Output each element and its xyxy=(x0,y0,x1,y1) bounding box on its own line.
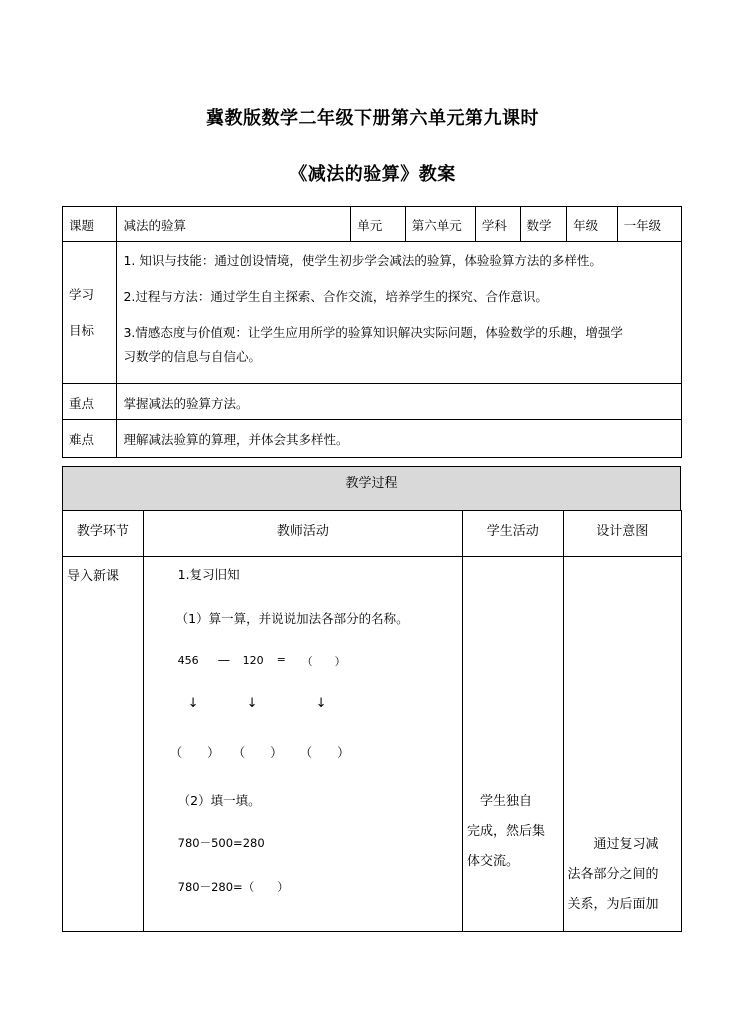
process-table xyxy=(62,510,682,932)
subject-label: 课题 xyxy=(63,207,117,242)
goals-label-line2: 目标 xyxy=(69,322,95,338)
grade-label: 年级 xyxy=(567,207,618,242)
discipline-label: 学科 xyxy=(475,207,520,242)
col-design-header: 设计意图 xyxy=(563,511,681,557)
blank-minuend: （ ） xyxy=(169,745,220,760)
design-intent-line3: 关系，为后面加 xyxy=(567,897,659,912)
eq-minus: — xyxy=(217,652,231,667)
student-activity-cell xyxy=(463,557,564,932)
document-subtitle: 《减法的验算》教案 xyxy=(289,164,456,185)
document-title: 冀教版数学二年级下册第六单元第九课时 xyxy=(206,108,539,129)
goals-label-line1: 学习 xyxy=(69,286,95,302)
key-point-label: 重点 xyxy=(63,384,117,420)
stage-intro: 导入新课 xyxy=(63,557,144,932)
col-teacher-header: 教师活动 xyxy=(143,511,462,557)
eq-equals: = xyxy=(276,653,286,666)
blank-difference: （ ） xyxy=(299,745,350,760)
arrow-down-icon: ↓ xyxy=(315,696,327,711)
goal-attitude-line1: 3.情感态度与价值观：让学生应用所学的验算知识解决实际问题，体验数学的乐趣，增强学 xyxy=(123,325,623,340)
eq-operand-120: 120 xyxy=(242,654,264,667)
grade-value: 一年级 xyxy=(617,207,681,242)
blank-subtrahend: （ ） xyxy=(232,745,283,760)
goal-process: 2.过程与方法：通过学生自主探索、合作交流，培养学生的探究、合作意识。 xyxy=(123,289,548,304)
teacher-activity-cell xyxy=(143,557,462,932)
review-heading: 1.复习旧知 xyxy=(177,567,240,582)
subject-value: 减法的验算 xyxy=(117,207,351,242)
goal-attitude-line2: 习数学的信息与自信心。 xyxy=(123,349,261,364)
equation-2: 780－500=280 xyxy=(177,836,265,850)
goal-knowledge: 1. 知识与技能：通过创设情境，使学生初步学会减法的验算，体验验算方法的多样性。 xyxy=(123,253,602,268)
key-point-value: 掌握减法的验算方法。 xyxy=(117,384,682,420)
design-intent-line1: 通过复习减 xyxy=(567,837,659,852)
arrow-down-icon: ↓ xyxy=(246,696,258,711)
discipline-value: 数学 xyxy=(520,207,567,242)
teaching-process-header: 教学过程 xyxy=(62,466,681,511)
col-student-header: 学生活动 xyxy=(463,511,564,557)
question-2: （2）填一填。 xyxy=(177,793,261,808)
col-stage-header: 教学环节 xyxy=(63,511,144,557)
eq-operand-456: 456 xyxy=(177,654,199,667)
difficulty-label: 难点 xyxy=(63,420,117,458)
unit-label: 单元 xyxy=(351,207,405,242)
student-activity-line1: 学生独自 xyxy=(467,794,533,809)
equation-3: 780－280=（ ） xyxy=(177,880,289,894)
goals-content xyxy=(117,242,682,384)
info-table xyxy=(62,206,682,458)
eq-answer-blank: （ ） xyxy=(301,655,346,668)
design-intent-cell xyxy=(563,557,681,932)
question-1: （1）算一算，并说说加法各部分的名称。 xyxy=(175,611,409,626)
student-activity-line2: 完成，然后集 xyxy=(467,824,546,839)
unit-value: 第六单元 xyxy=(405,207,475,242)
goals-label xyxy=(63,242,117,384)
arrow-down-icon: ↓ xyxy=(187,696,199,711)
student-activity-line3: 体交流。 xyxy=(467,854,520,869)
difficulty-value: 理解减法验算的算理，并体会其多样性。 xyxy=(117,420,682,458)
design-intent-line2: 法各部分之间的 xyxy=(567,867,659,882)
